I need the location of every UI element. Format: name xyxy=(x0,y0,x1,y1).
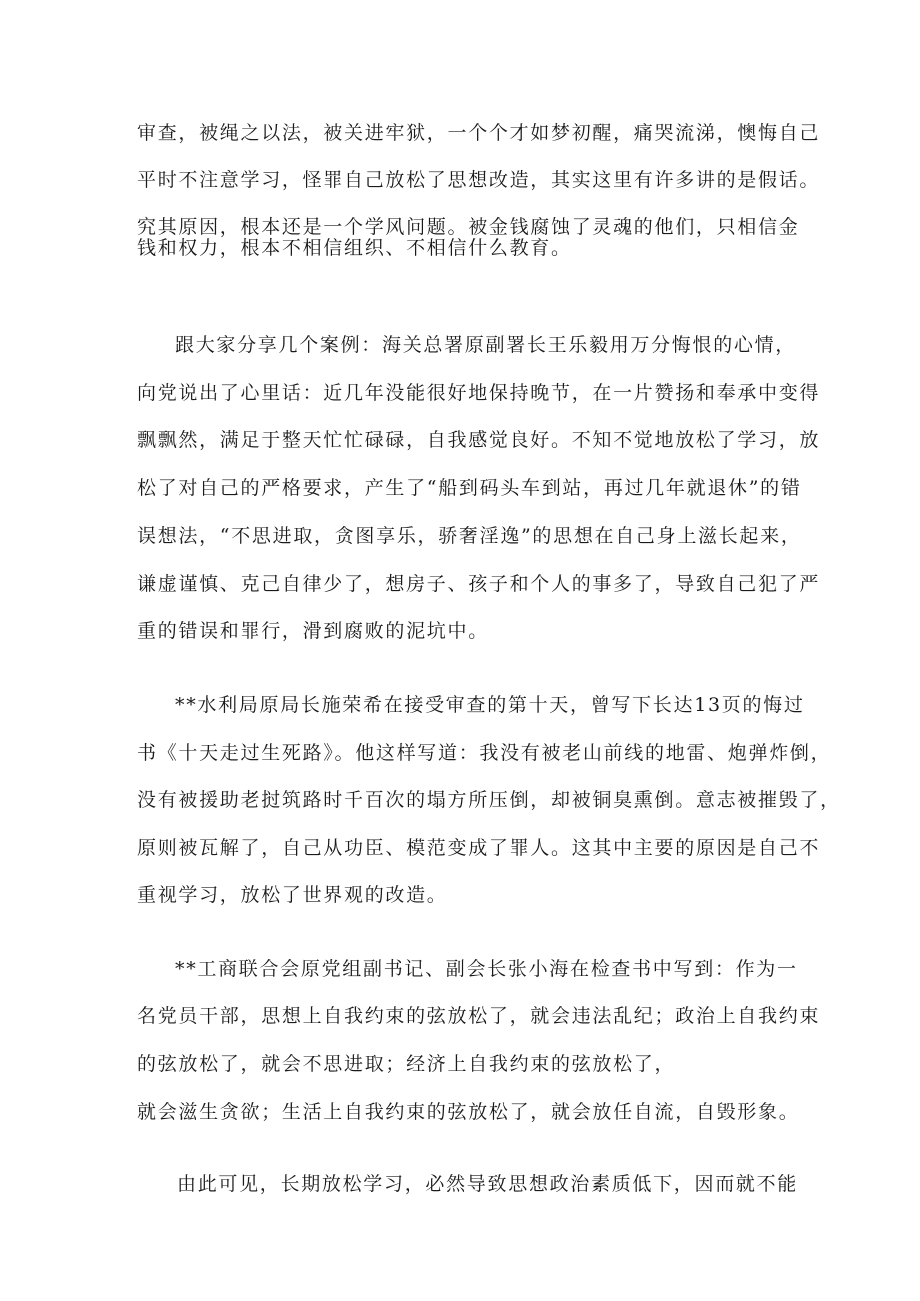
paragraph-line: 原则被瓦解了，自己从功臣、模范变成了罪人。这其中主要的原因是自己不 xyxy=(137,837,821,859)
paragraph-line: 重视学习，放松了世界观的改造。 xyxy=(137,884,448,906)
paragraph-line: 平时不注意学习，怪罪自己放松了思想改造，其实这里有许多讲的是假话。 xyxy=(137,169,821,191)
paragraph-line: 飘飘然，满足于整天忙忙碌碌，自我感觉良好。不知不觉地放松了学习，放 xyxy=(137,429,821,451)
paragraph-line: 就会滋生贪欲；生活上自我约束的弦放松了，就会放任自流，自毁形象。 xyxy=(137,1101,800,1123)
paragraph-line: 谦虚谨慎、克己自律少了，想房子、孩子和个人的事多了，导致自己犯了严 xyxy=(137,573,821,595)
paragraph-line: 名党员干部，思想上自我约束的弦放松了，就会违法乱纪；政治上自我约束 xyxy=(137,1005,821,1027)
paragraph-line: 钱和权力，根本不相信组织、不相信什么教育。 xyxy=(137,237,572,259)
paragraph-line: 跟大家分享几个案例：海关总署原副署长王乐毅用万分悔恨的心情， xyxy=(175,334,797,356)
paragraph-line: 向党说出了心里话：近几年没能很好地保持晚节，在一片赞扬和奉承中变得 xyxy=(137,382,821,404)
paragraph-line: 没有被援助老挝筑路时千百次的塌方所压倒，却被铜臭熏倒。意志被摧毁了， xyxy=(137,789,841,811)
paragraph-line: **水利局原局长施荣希在接受审查的第十天，曾写下长达13页的悔过 xyxy=(175,694,805,716)
paragraph-line: 由此可见，长期放松学习，必然导致思想政治素质低下，因而就不能 xyxy=(177,1173,799,1195)
paragraph-line: 书《十天走过生死路》。他这样写道：我没有被老山前线的地雷、炮弹炸倒， xyxy=(137,742,832,764)
paragraph-line: **工商联合会原党组副书记、副会长张小海在检查书中写到：作为一 xyxy=(175,958,798,980)
paragraph-line: 误想法，“不思进取，贪图享乐，骄奢淫逸”的思想在自己身上滋长起来， xyxy=(137,525,802,547)
paragraph-line: 重的错误和罪行，滑到腐败的泥坑中。 xyxy=(137,620,489,642)
paragraph-line: 究其原因，根本还是一个学风问题。被金钱腐蚀了灵魂的他们，只相信金 xyxy=(137,216,800,238)
paragraph-line: 的弦放松了，就会不思进取；经济上自我约束的弦放松了， xyxy=(137,1053,676,1075)
paragraph-line: 松了对自己的严格要求，产生了“船到码头车到站，再过几年就退休”的错 xyxy=(137,477,802,499)
paragraph-line: 审查，被绳之以法，被关进牢狱，一个个才如梦初醒，痛哭流涕，懊悔自己 xyxy=(137,122,821,144)
